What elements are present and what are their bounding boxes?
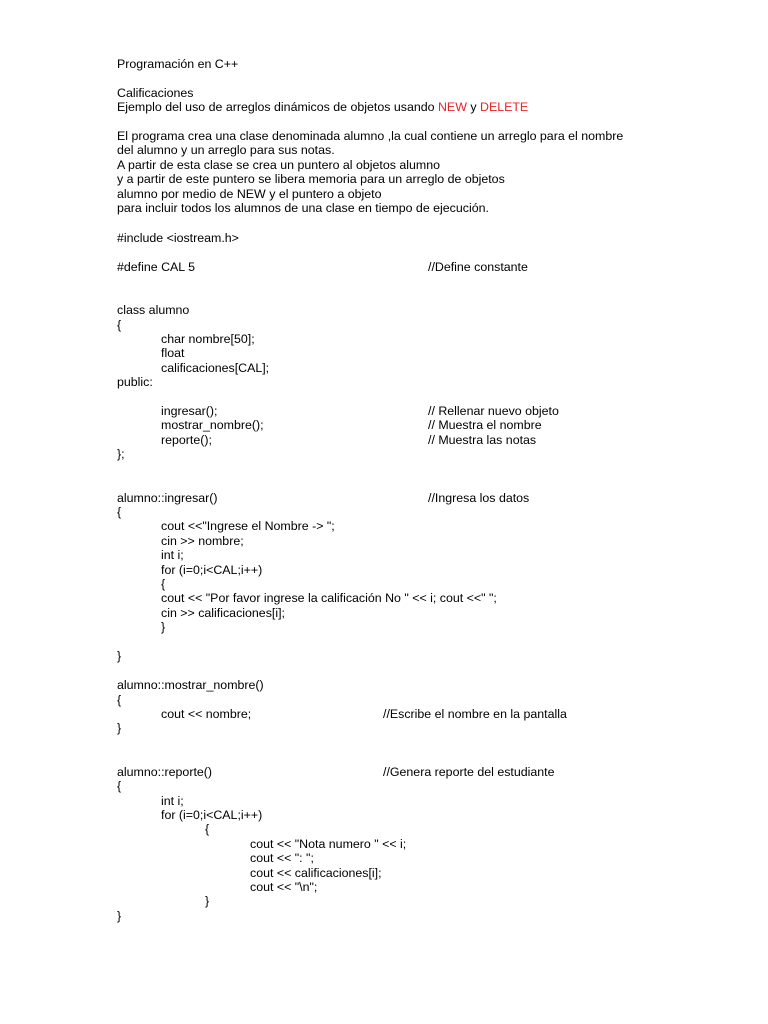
code-line: ingresar(); [161, 404, 218, 418]
intro-prefix: Ejemplo del uso de arreglos dinámicos de objetos usando [117, 100, 438, 114]
code-brace: { [117, 318, 122, 332]
code-brace: } [117, 721, 122, 735]
code-line: float [161, 346, 185, 360]
code-comment: //Genera reporte del estudiante [383, 765, 555, 779]
code-line: for (i=0;i<CAL;i++) [161, 563, 263, 577]
code-line: char nombre[50]; [161, 332, 255, 346]
code-line: cout << "Nota numero " << i; [250, 837, 407, 851]
code-comment: //Define constante [428, 260, 528, 274]
code-line: reporte(); [161, 433, 212, 447]
code-line: cout << calificaciones[i]; [250, 866, 382, 880]
description-line: alumno por medio de NEW y el puntero a objeto [117, 187, 382, 201]
description-line: A partir de esta clase se crea un puntero al objetos alumno [117, 158, 441, 172]
code-brace: } [205, 894, 210, 908]
document-title: Programación en C++ [117, 57, 239, 71]
code-brace: } [161, 620, 166, 634]
code-function-header: alumno::mostrar_nombre() [117, 678, 264, 692]
intro-middle: y [466, 100, 480, 114]
code-line: cout <<"Ingrese el Nombre -> "; [161, 519, 335, 533]
code-line: cout << "Por favor ingrese la calificación No " << i; cout <<" "; [161, 591, 497, 605]
description-line: y a partir de este puntero se libera memoria para un arreglo de objetos [117, 172, 505, 186]
code-brace: { [205, 822, 210, 836]
code-function-header: alumno::ingresar() [117, 491, 218, 505]
description-line: El programa crea una clase denominada alumno ,la cual contiene un arreglo para el nombre [117, 129, 624, 143]
code-comment: //Escribe el nombre en la pantalla [383, 707, 567, 721]
code-line: mostrar_nombre(); [161, 418, 264, 432]
code-comment: // Muestra el nombre [428, 418, 542, 432]
code-line: calificaciones[CAL]; [161, 361, 270, 375]
code-line: cin >> nombre; [161, 534, 244, 548]
code-comment: //Ingresa los datos [428, 491, 530, 505]
code-brace: { [161, 577, 166, 591]
code-line: cout << ": "; [250, 851, 314, 865]
code-line: cout << "\n"; [250, 880, 318, 894]
description-line: para incluir todos los alumnos de una clase en tiempo de ejecución. [117, 201, 489, 215]
code-brace: { [117, 693, 122, 707]
code-line: cout << nombre; [161, 707, 252, 721]
keyword-delete: DELETE [480, 100, 529, 114]
code-brace: { [117, 779, 122, 793]
description-line: del alumno y un arreglo para sus notas. [117, 143, 335, 157]
code-line: int i; [161, 548, 184, 562]
code-define: #define CAL 5 [117, 260, 196, 274]
code-include: #include <iostream.h> [117, 231, 239, 245]
code-comment: // Muestra las notas [428, 433, 537, 447]
code-class-decl: class alumno [117, 303, 190, 317]
code-brace: } [117, 909, 122, 923]
section-heading: Calificaciones [117, 86, 194, 100]
code-brace: } [117, 649, 122, 663]
code-line: int i; [161, 794, 184, 808]
code-public: public: [117, 375, 153, 389]
code-brace: { [117, 505, 122, 519]
code-line: for (i=0;i<CAL;i++) [161, 808, 263, 822]
code-line: cin >> calificaciones[i]; [161, 606, 285, 620]
keyword-new: NEW [437, 100, 467, 114]
code-comment: // Rellenar nuevo objeto [428, 404, 559, 418]
intro-line [117, 100, 528, 115]
code-brace: }; [117, 447, 125, 461]
code-function-header: alumno::reporte() [117, 765, 213, 779]
